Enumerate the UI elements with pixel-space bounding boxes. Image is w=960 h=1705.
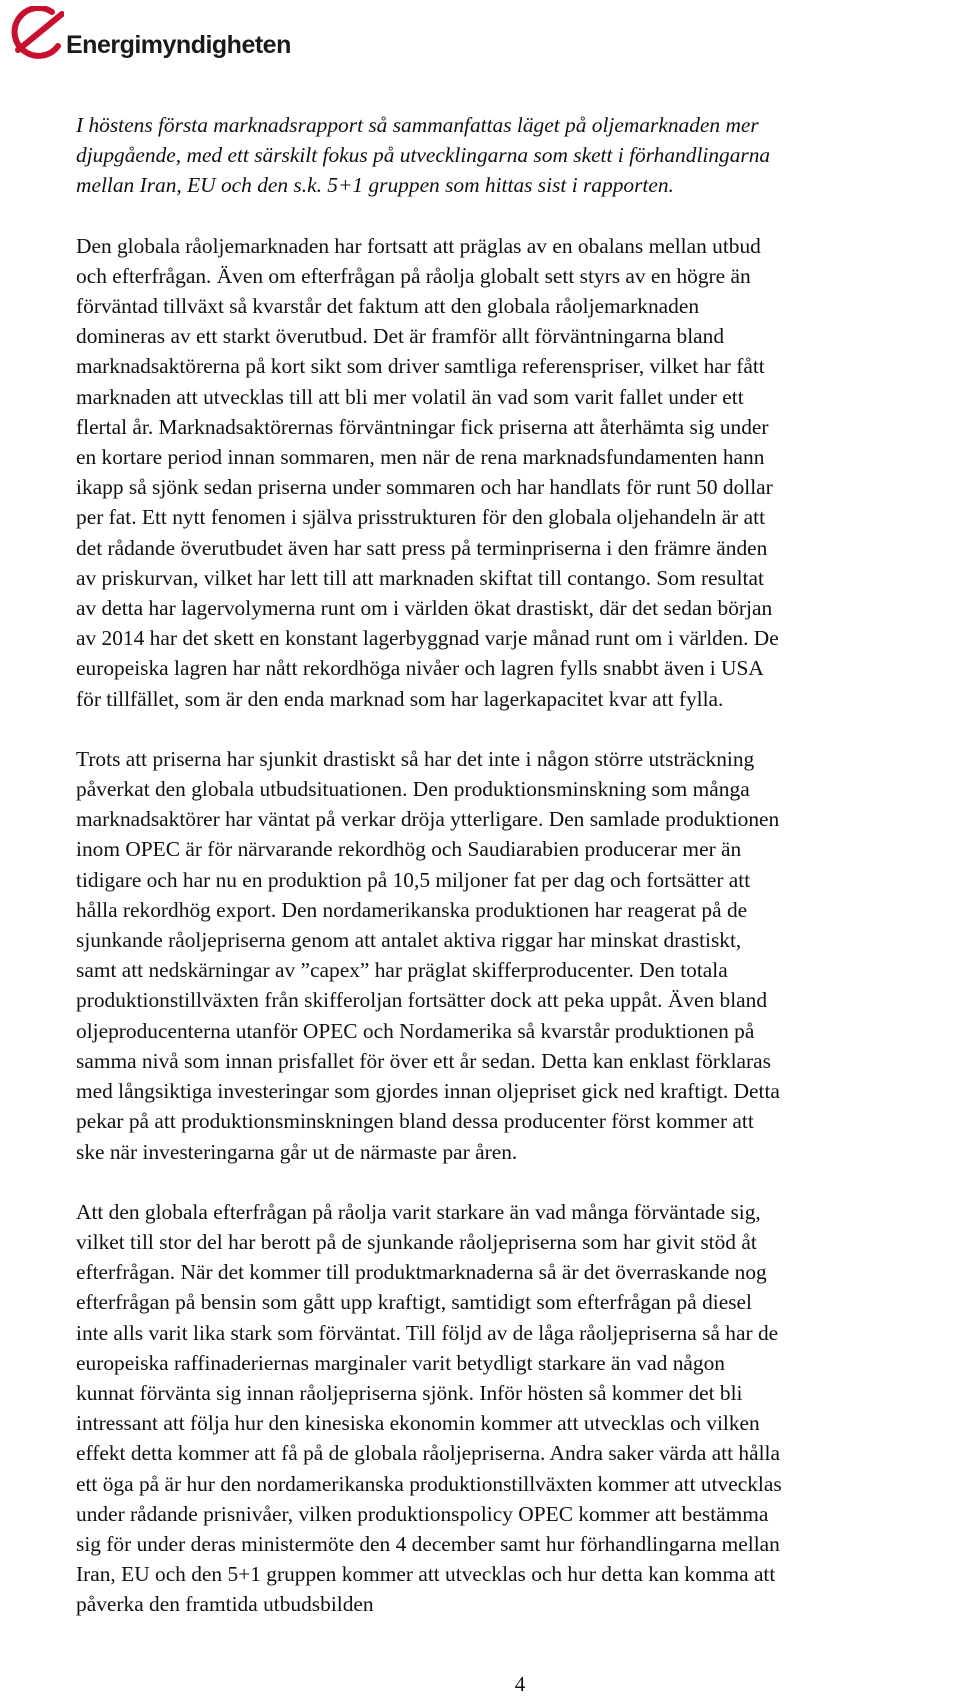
paragraph-demand-outlook xyxy=(76,1197,960,1620)
text-line: ikapp så sjönk sedan priserna under sommaren och har handlats för runt 50 dollar xyxy=(76,475,773,500)
text-line: sjunkande råoljepriserna genom att antalet aktiva riggar har minskat drastiskt, xyxy=(76,928,742,953)
text-line: vilket till stor del har berott på de sjunkande råoljepriserna som har givit stöd åt xyxy=(76,1229,757,1254)
text-line: kunnat förvänta sig innan råoljepriserna sjönk. Inför hösten så kommer det bli xyxy=(76,1380,743,1405)
text-line: Att den globala efterfrågan på råolja varit starkare än vad många förväntade sig, xyxy=(76,1199,761,1224)
text-line: mellan Iran, EU och den s.k. 5+1 gruppen som hittas sist i rapporten. xyxy=(76,173,674,198)
text-line: pekar på att produktionsminskningen bland dessa producenter först kommer att xyxy=(76,1109,754,1134)
text-line: europeiska lagren har nått rekordhöga nivåer och lagren fylls snabbt även i USA xyxy=(76,656,764,681)
text-line: inte alls varit lika stark som förväntat. Till följd av de låga råoljepriserna så har de xyxy=(76,1320,779,1345)
text-line: för tillfället, som är den enda marknad som har lagerkapacitet kvar att fylla. xyxy=(76,686,724,711)
text-line: I höstens första marknadsrapport så sammanfattas läget på oljemarknaden mer xyxy=(76,113,759,137)
text-line: marknaden att utvecklas till att bli mer volatil än vad som varit fallet under ett xyxy=(76,384,744,409)
text-line: förväntad tillväxt så kvarstår det faktum att den globala råoljemarknaden xyxy=(76,294,700,319)
paragraph-market-balance xyxy=(76,231,960,714)
text-line: hålla rekordhög export. Den nordamerikanska produktionen har reagerat på de xyxy=(76,897,748,922)
text-line: flertal år. Marknadsaktörernas förväntningar fick priserna att återhämta sig under xyxy=(76,414,769,439)
text-line: tidigare och har nu en produktion på 10,5 miljoner fat per dag och fortsätter att xyxy=(76,867,751,892)
text-line: samt att nedskärningar av ”capex” har präglat skifferproducenter. Den totala xyxy=(76,958,728,983)
text-line: det rådande överutbudet även har satt press på terminpriserna i den främre änden xyxy=(76,535,768,560)
text-line: effekt detta kommer att få på de globala råoljepriserna. Andra saker värda att hålla xyxy=(76,1441,780,1466)
text-line: europeiska raffinaderiernas marginaler varit betydligt starkare än vad någon xyxy=(76,1350,725,1375)
text-line: med långsiktiga investeringar som gjordes innan oljepriset gick ned kraftigt. Detta xyxy=(76,1079,780,1104)
energimyndigheten-logo-icon xyxy=(8,6,64,62)
text-line: ett öga på är hur den nordamerikanska produktionstillväxten kommer att utvecklas xyxy=(76,1471,782,1496)
logo-text: Energimyndigheten xyxy=(66,31,291,59)
text-line: sig för under deras ministermöte den 4 december samt hur förhandlingarna mellan xyxy=(76,1531,780,1556)
logo xyxy=(8,6,308,66)
text-line: och efterfrågan. Även om efterfrågan på råolja globalt sett styrs av en högre än xyxy=(76,263,751,288)
text-line: Iran, EU och den 5+1 gruppen kommer att utvecklas och hur detta kan komma att xyxy=(76,1562,776,1587)
text-line: Trots att priserna har sjunkit drastiskt så har det inte i någon större utsträckning xyxy=(76,746,755,771)
text-line: påverka den framtida utbudsbilden xyxy=(76,1592,374,1617)
text-line: produktionstillväxten från skifferoljan fortsätter dock att peka uppåt. Även bland xyxy=(76,988,768,1013)
text-line: inom OPEC är för närvarande rekordhög och Saudiarabien producerar mer än xyxy=(76,837,742,862)
paragraph-supply-situation xyxy=(76,744,960,1167)
text-line: oljeproducenterna utanför OPEC och Nordamerika så kvarstår produktionen på xyxy=(76,1018,755,1043)
text-line: efterfrågan. När det kommer till produktmarknaderna så är det överraskande nog xyxy=(76,1260,767,1285)
text-line: av 2014 har det skett en konstant lagerbyggnad varje månad runt om i världen. De xyxy=(76,626,779,651)
text-line: samma nivå som innan prisfallet för över ett år sedan. Detta kan enklast förklaras xyxy=(76,1048,771,1073)
document-body xyxy=(76,110,960,1620)
text-line: per fat. Ett nytt fenomen i själva prisstrukturen för den globala oljehandeln är att xyxy=(76,505,766,530)
page-number: 4 xyxy=(514,1672,526,1696)
text-line: en kortare period innan sommaren, men när de rena marknadsfundamenten hann xyxy=(76,445,765,470)
text-line: av priskurvan, vilket har lett till att marknaden skiftat till contango. Som resultat xyxy=(76,565,764,590)
text-line: domineras av ett starkt överutbud. Det är framför allt förväntningarna bland xyxy=(76,324,725,349)
text-line: marknadsaktörerna på kort sikt som driver samtliga referenspriser, vilket har fått xyxy=(76,354,765,379)
text-line: efterfrågan på bensin som gått upp kraftigt, samtidigt som efterfrågan på diesel xyxy=(76,1290,752,1315)
text-line: marknadsaktörer har väntat på verkar dröja ytterligare. Den samlade produktionen xyxy=(76,807,780,832)
text-line: av detta har lagervolymerna runt om i världen ökat drastiskt, där det sedan början xyxy=(76,596,773,621)
text-line: under rådande prisnivåer, vilken produktionspolicy OPEC kommer att bestämma xyxy=(76,1501,769,1526)
text-line: djupgående, med ett särskilt fokus på utvecklingarna som skett i förhandlingarna xyxy=(76,143,771,168)
text-line: ske när investeringarna går ut de närmaste par åren. xyxy=(76,1139,518,1164)
intro-paragraph xyxy=(76,110,960,201)
text-line: Den globala råoljemarknaden har fortsatt att präglas av en obalans mellan utbud xyxy=(76,233,761,258)
text-line: påverkat den globala utbudsituationen. Den produktionsminskning som många xyxy=(76,777,750,802)
text-line: intressant att följa hur den kinesiska ekonomin kommer att utvecklas och vilken xyxy=(76,1411,760,1436)
